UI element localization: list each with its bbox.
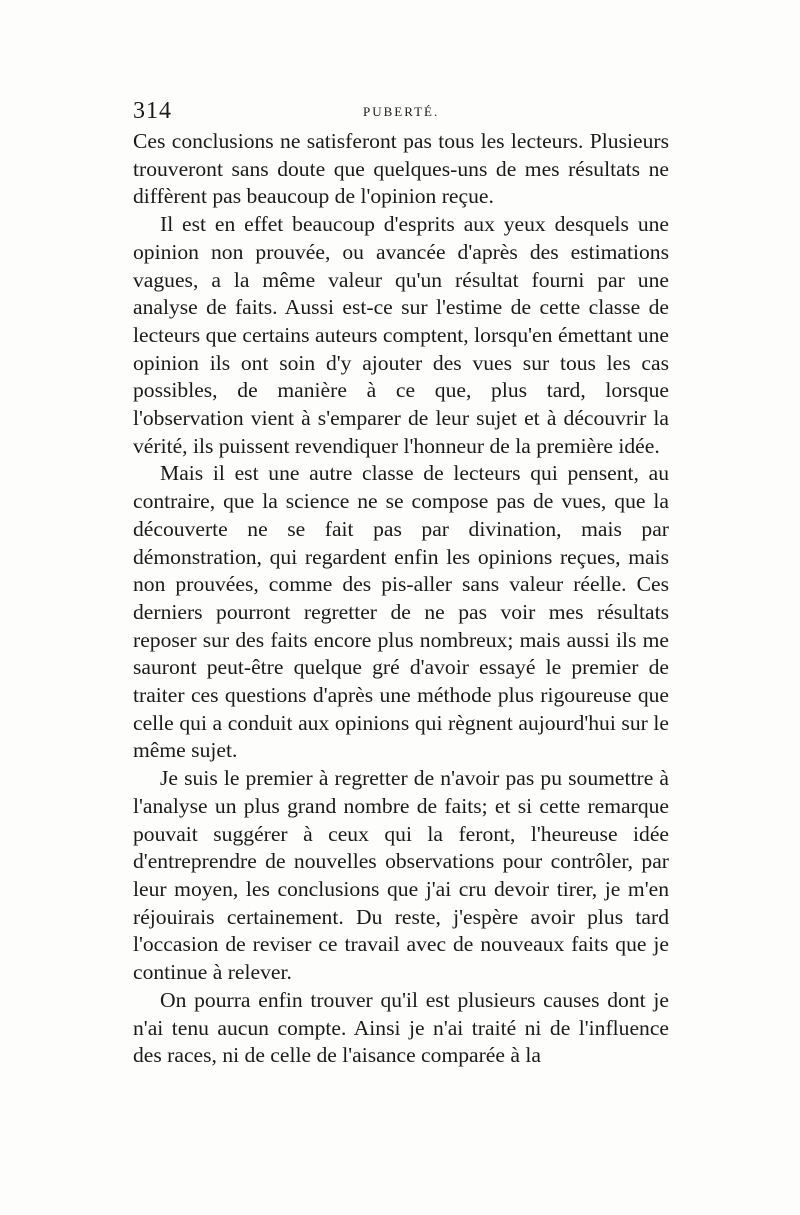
paragraph-4: Je suis le premier à regretter de n'avoir pas pu soumettre à l'analyse un plus grand nombre de faits; et si cette remarque pouvait suggérer à ceux qui la feront, l'heureuse idée d'entreprendre de nouvelles observations pour contrôler, par leur moyen, les conclusions que j'ai cru devoir tirer, je m'en réjouirais certainement. Du reste, j'espère avoir plus tard l'occasion de reviser ce travail avec de nouveaux faits que je continue à relever. [133,766,669,985]
running-head [133,96,669,126]
paragraph-1: Ces conclusions ne satisferont pas tous les lecteurs. Plusieurs trouveront sans doute que quelques-uns de mes résultats ne diffèrent pas beaucoup de l'opinion reçue. [133,129,669,209]
page-number: 314 [133,98,172,124]
paragraph-2: Il est en effet beaucoup d'esprits aux yeux desquels une opinion non prouvée, ou avancée d'après des estimations vagues, a la même valeur qu'un résultat fourni par une analyse de faits. Aussi est-ce sur l'estime de cette classe de lecteurs que certains auteurs comptent, lorsqu'en émettant une opinion ils ont soin d'y ajouter des vues sur tous les cas possibles, de manière à ce que, plus tard, lorsque l'observation vient à s'emparer de leur sujet et à découvrir la vérité, ils puissent revendiquer l'honneur de la première idée. [133,212,669,458]
running-title: PUBERTÉ. [363,104,440,119]
body-text [133,128,669,1070]
paragraph-3: Mais il est une autre classe de lecteurs qui pensent, au contraire, que la science ne se compose pas de vues, que la découverte ne se fait pas par divination, mais par démonstration, qui regardent enfin les opinions reçues, mais non prouvées, comme des pis-aller sans valeur réelle. Ces derniers pourront regretter de ne pas voir mes résultats reposer sur des faits encore plus nombreux; mais aussi ils me sauront peut-être quelque gré d'avoir essayé le premier de traiter ces questions d'après une méthode plus rigoureuse que celle qui a conduit aux opinions qui règnent aujourd'hui sur le même sujet. [133,461,669,763]
paragraph-5: On pourra enfin trouver qu'il est plusieurs causes dont je n'ai tenu aucun compte. Ainsi je n'ai traité ni de l'influence des races, ni de celle de l'aisance comparée à la [133,987,669,1068]
